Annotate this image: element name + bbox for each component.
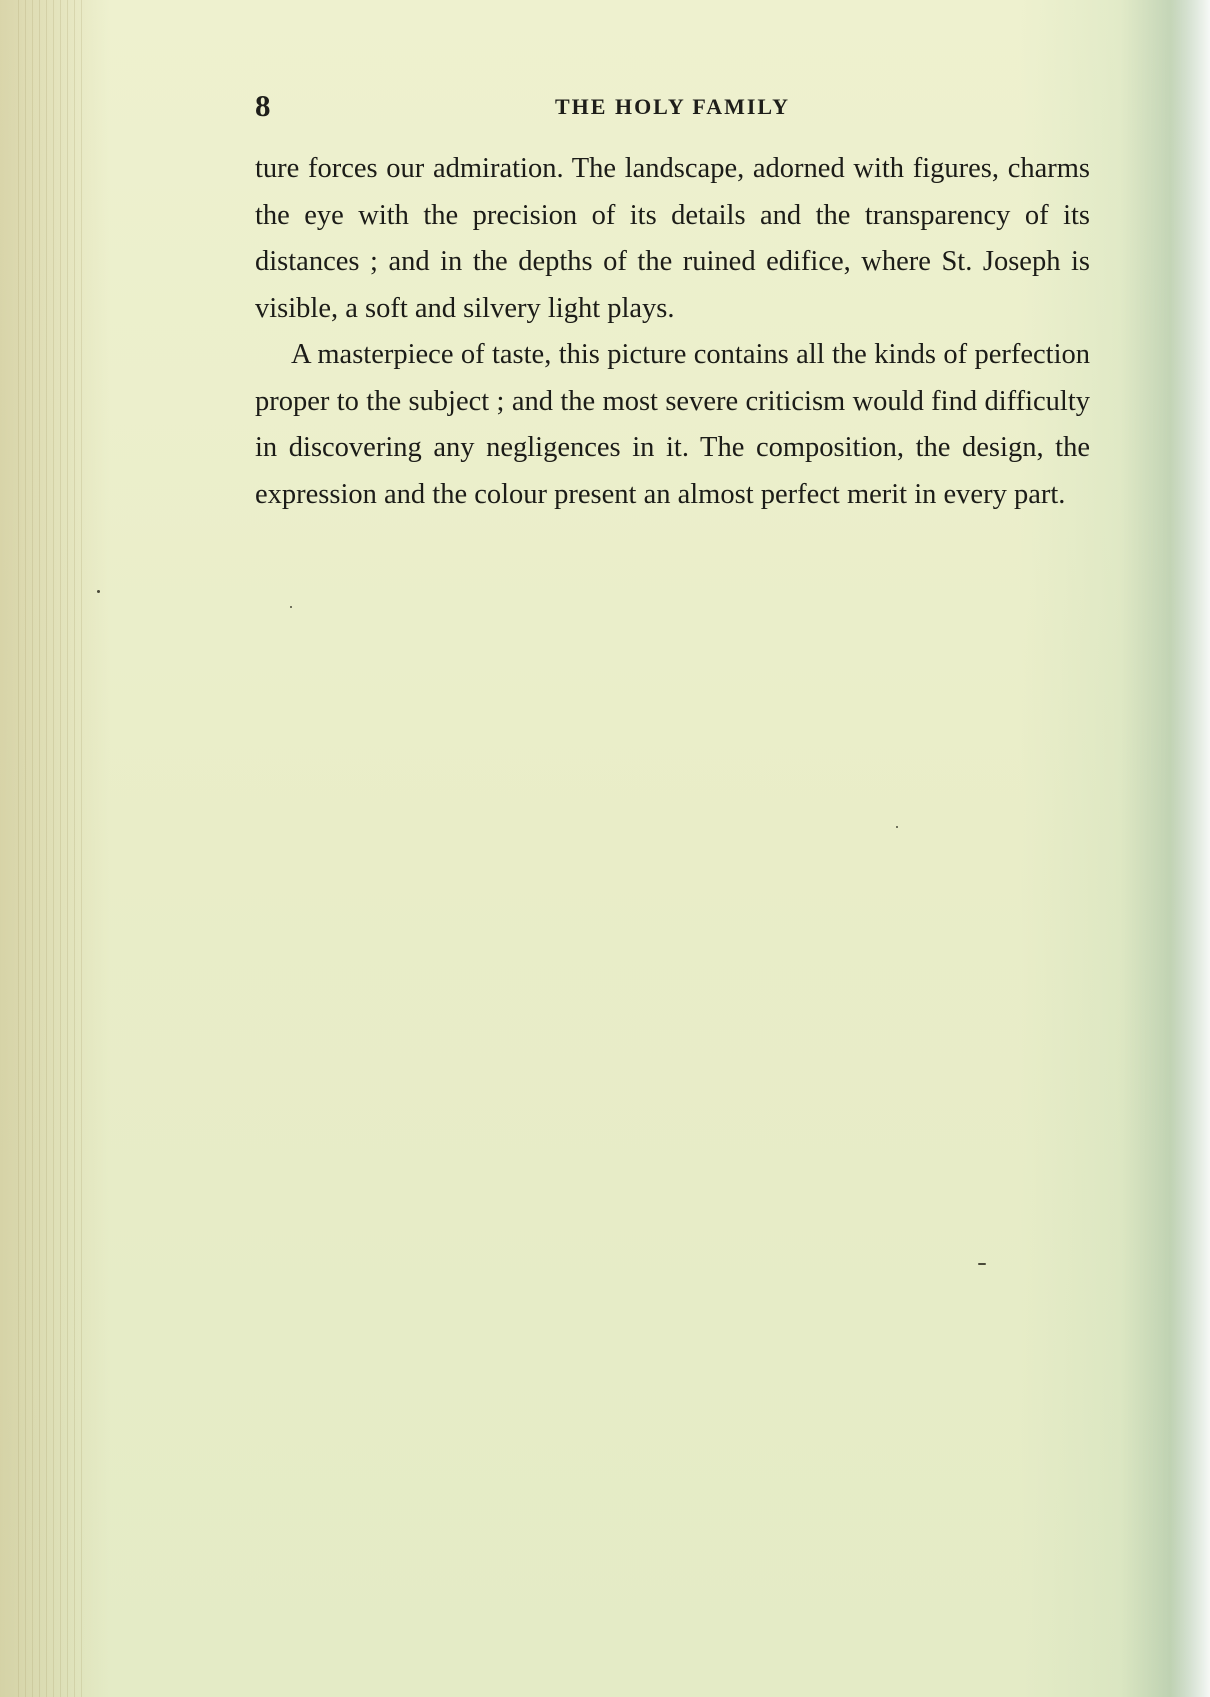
page-gutter-shadow [1170, 0, 1210, 1697]
page-edge-stack [18, 0, 88, 1697]
paragraph: A masterpiece of taste, this picture contains all the kinds of perfection proper to the subject ; and the most severe criticism would find difficulty in discovering any negligences in it. The composition, the design, the expression and the colour present an almost perfect merit in every part. [255, 339, 1090, 510]
paper-speck [290, 606, 292, 608]
paper-speck [896, 826, 898, 828]
body-text [255, 146, 1090, 518]
paragraph: ture forces our admiration. The landscape, adorned with figures, charms the eye with the precision of its details and the transparency of its distances ; and in the depths of the ruined edifice, where St. Joseph is visible, a soft and silvery light plays. [255, 153, 1090, 324]
page-header [255, 88, 1090, 128]
running-title: THE HOLY FAMILY [555, 94, 790, 119]
paper-speck [978, 1263, 986, 1265]
paper-speck [97, 590, 100, 593]
page-number: 8 [255, 88, 271, 123]
